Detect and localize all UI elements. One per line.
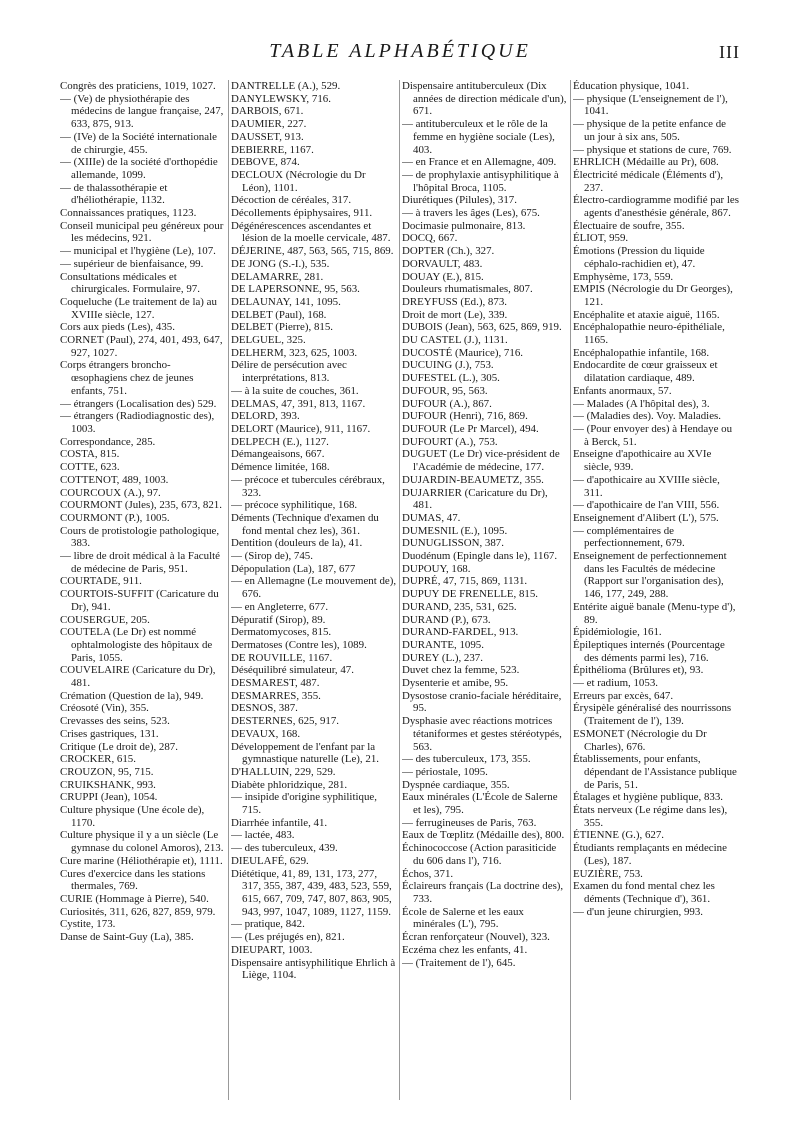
index-entry: — d'apothicaire au XVIIIe siècle, 311. [573, 473, 720, 499]
index-entry: — insipide d'origine syphilitique, 715. [231, 791, 377, 817]
index-entry: DIEUPART, 1003. [231, 943, 313, 956]
index-entry: Encéphalopathie infantile, 168. [573, 346, 710, 359]
index-entry: DURANTE, 1095. [402, 638, 484, 651]
index-entry: — (Sirop de), 745. [231, 550, 313, 563]
index-entry: Corps étrangers broncho-œsophagiens chez de jeunes enfants, 751. [60, 359, 194, 397]
index-entry: Cures d'exercice dans les stations thermales, 769. [60, 867, 206, 893]
index-entry: Duodénum (Epingle dans le), 1167. [402, 550, 558, 563]
index-entry: DUCUING (J.), 753. [402, 359, 494, 372]
index-entry: COUSERGUE, 205. [60, 613, 150, 626]
index-entry: Cours de protistologie pathologique, 383. [60, 524, 220, 550]
index-entry: — (Les préjugés en), 821. [231, 931, 345, 944]
index-entry: — supérieur de bienfaisance, 99. [60, 257, 204, 270]
index-entry: EHRLICH (Médaille au Pr), 608. [573, 156, 719, 169]
index-entry: Eaux minérales (L'École de Salerne et les), 795. [402, 791, 558, 817]
index-entry: Établissements, pour enfants, dépendant de l'Assistance publique de Paris, 51. [573, 753, 737, 791]
index-entry: CROUZON, 95, 715. [60, 765, 154, 778]
index-entry: Démangeaisons, 667. [231, 448, 325, 461]
index-entry: — complémentaires de perfectionnement, 679. [573, 524, 685, 550]
index-entry: Étudiants remplaçants en médecine (Les), 187. [573, 842, 727, 867]
index-entry: DARBOIS, 671. [231, 105, 304, 118]
index-entry: — pratique, 842. [231, 918, 305, 931]
index-entry: Douleurs rhumatismales, 807. [402, 283, 533, 296]
index-entry: DUPRÉ, 47, 715, 869, 1131. [402, 575, 528, 588]
index-entry: — Malades (A l'hôpital des), 3. [573, 397, 710, 410]
index-entry: DELGUEL, 325. [231, 334, 306, 347]
index-entry: — périostale, 1095. [402, 765, 488, 778]
index-entry: DE JONG (S.-I.), 535. [231, 257, 330, 270]
index-entry: — en Allemagne (Le mouvement de), 676. [231, 575, 397, 601]
index-entry: COSTA, 815. [60, 448, 120, 461]
index-entry: DAUMIER, 227. [231, 118, 307, 131]
index-entry: — physique de la petite enfance de un jour à six ans, 505. [573, 118, 727, 143]
index-entry: DELHERM, 323, 625, 1003. [231, 346, 358, 359]
index-entry: Docimasie pulmonaire, 813. [402, 219, 526, 232]
index-columns [60, 80, 742, 1120]
index-entry: DUMESNIL (E.), 1095. [402, 524, 508, 537]
index-entry: Emphysème, 173, 559. [573, 270, 674, 283]
index-entry: DU CASTEL (J.), 1131. [402, 334, 508, 347]
index-entry: Culture physique (Une école de), 1170. [60, 804, 205, 829]
index-entry: Dispensaire antituberculeux (Dix années de direction médicale d'un), 671. [402, 80, 567, 118]
column-divider [570, 80, 571, 1100]
index-entry: Crises gastriques, 131. [60, 727, 159, 740]
index-entry: DUFOURT (A.), 753. [402, 435, 498, 448]
index-entry: — d'apothicaire de l'an VIII, 556. [573, 499, 720, 512]
index-entry: — ferrugineuses de Paris, 763. [402, 816, 537, 829]
index-entry: Diabète phloridzique, 281. [231, 778, 348, 791]
index-entry: Culture physique il y a un siècle (Le gymnase du colonel Amoros), 213. [60, 829, 224, 855]
index-entry: Dentition (douleurs de la), 41. [231, 537, 363, 550]
index-entry: Cors aux pieds (Les), 435. [60, 321, 175, 334]
index-entry: DESNOS, 387. [231, 702, 298, 715]
index-entry: DURAND (P.), 673. [402, 613, 491, 626]
index-entry: DANYLEWSKY, 716. [231, 92, 331, 105]
index-entry: DOUAY (E.), 815. [402, 270, 484, 283]
index-entry: — en Angleterre, 677. [231, 600, 329, 613]
index-entry: Dermatoses (Contre les), 1089. [231, 638, 367, 651]
index-entry: COUVELAIRE (Caricature du Dr), 481. [60, 664, 216, 690]
index-entry: — précoce et tubercules cérébraux, 323. [231, 473, 385, 499]
index-entry: CORNET (Paul), 274, 401, 493, 647, 927, 1027. [60, 334, 223, 359]
index-entry: Consultations médicales et chirurgicales. Formulaire, 97. [60, 270, 200, 296]
index-entry: DUFOUR, 95, 563. [402, 384, 488, 397]
index-entry: DREYFUSS (Ed.), 873. [402, 295, 507, 308]
index-entry: Diététique, 41, 89, 131, 173, 277, 317, 355, 387, 439, 483, 523, 559, 615, 667, 709, 747, 807, 863, 905, 943, 997, 1047, 1089, 1127, 1159. [231, 867, 392, 918]
index-entry: Curiosités, 311, 626, 827, 859, 979. [60, 905, 216, 918]
index-entry: Créosoté (Vin), 355. [60, 702, 149, 715]
index-entry: COURMONT (P.), 1005. [60, 511, 170, 524]
index-entry: Déséquilibré simulateur, 47. [231, 664, 354, 677]
index-entry: COURMONT (Jules), 235, 673, 821. [60, 499, 222, 512]
index-entry: Démence limitée, 168. [231, 461, 330, 474]
index-entry: Endocardite de cœur graisseux et dilatation cardiaque, 489. [573, 359, 718, 385]
index-entry: Entérite aiguë banale (Menu-type d'), 89. [573, 600, 736, 626]
index-entry: Érysipèle généralisé des nourrissons (Traitement de l'), 139. [573, 702, 732, 728]
index-entry: — municipal et l'hygiène (Le), 107. [60, 245, 216, 258]
index-entry: Duvet chez la femme, 523. [402, 664, 520, 677]
index-entry: ÉTIENNE (G.), 627. [573, 829, 665, 842]
index-entry: COTTE, 623. [60, 461, 120, 474]
index-entry: — (Traitement de l'), 645. [402, 956, 516, 969]
index-entry: DESTERNES, 625, 917. [231, 715, 340, 728]
index-entry: Conseil municipal peu généreux pour les médecins, 921. [60, 219, 224, 245]
index-entry: DUMAS, 47. [402, 511, 461, 524]
index-entry: DEVAUX, 168. [231, 727, 301, 740]
index-entry: DESMAREST, 487. [231, 677, 320, 690]
index-entry: DUGUET (Le Dr) vice-président de l'Académie de médecine, 177. [402, 448, 560, 474]
index-entry: DURAND, 235, 531, 625. [402, 600, 517, 613]
index-column-3 [402, 80, 568, 1120]
index-entry: Décoction de céréales, 317. [231, 194, 352, 207]
index-entry: Épileptiques internés (Pourcentage des déments parmi les), 716. [573, 638, 725, 664]
index-entry: DUBOIS (Jean), 563, 625, 869, 919. [402, 321, 562, 334]
index-entry: Échos, 371. [402, 867, 454, 880]
index-entry: — antituberculeux et le rôle de la femme en hygiène sociale (Les), 403. [402, 118, 555, 156]
index-entry: Crémation (Question de la), 949. [60, 689, 204, 702]
index-entry: — à la suite de couches, 361. [231, 384, 359, 397]
index-entry: Dépopulation (La), 187, 677 [231, 562, 356, 575]
index-entry: DUPOUY, 168. [402, 562, 471, 575]
index-entry: DELORD, 393. [231, 410, 300, 423]
index-entry: DOPTER (Ch.), 327. [402, 245, 495, 258]
index-entry: DELBET (Paul), 168. [231, 308, 327, 321]
index-entry: Enseignement de perfectionnement dans les Facultés de médecine (Rapport sur l'organisation des), 146, 177, 249, 288. [573, 550, 727, 601]
column-divider [399, 80, 400, 1100]
index-entry: Eaux de Tœplitz (Médaille des), 800. [402, 829, 565, 842]
index-entry: DECLOUX (Nécrologie du Dr Léon), 1101. [231, 168, 366, 194]
index-column-2 [231, 80, 397, 1120]
index-entry: Cystite, 173. [60, 918, 116, 931]
index-entry: CURIE (Hommage à Pierre), 540. [60, 893, 209, 905]
index-entry: Délire de persécution avec interprétations, 813. [231, 359, 347, 385]
index-entry: DANTRELLE (A.), 529. [231, 80, 341, 92]
index-entry: Enseigne d'apothicaire au XVIe siècle, 939. [573, 448, 712, 474]
index-column-1 [60, 80, 226, 1120]
page-number: III [719, 42, 740, 62]
index-entry: — libre de droit médical à la Faculté de médecine de Paris, 951. [60, 550, 220, 575]
index-entry: — de thalassothérapie et d'héliothérapie, 1132. [60, 181, 168, 207]
index-entry: Encéphalite et ataxie aiguë, 1165. [573, 308, 720, 321]
index-entry: Dysphasie avec réactions motrices tétaniformes et gestes stéréotypés, 563. [402, 715, 562, 753]
index-entry: — (Maladies des). Voy. Maladies. [573, 410, 722, 423]
index-entry: — à travers les âges (Les), 675. [402, 207, 540, 220]
index-entry: COUTELA (Le Dr) est nommé ophtalmologiste des hôpitaux de Paris, 1055. [60, 626, 213, 664]
index-entry: Dispensaire antisyphilitique Ehrlich à Liège, 1104. [231, 956, 396, 982]
index-entry: DUNUGLISSON, 387. [402, 537, 504, 550]
index-entry: Diurétiques (Pilules), 317. [402, 194, 517, 207]
index-entry: DELAUNAY, 141, 1095. [231, 295, 341, 308]
index-entry: DELAMARRE, 281. [231, 270, 324, 283]
index-entry: DUREY (L.), 237. [402, 651, 483, 664]
index-entry: Examen du fond mental chez les déments (Technique d'), 361. [573, 880, 715, 905]
index-entry: DURAND-FARDEL, 913. [402, 626, 519, 639]
index-entry: EUZIÈRE, 753. [573, 867, 643, 880]
index-entry: — en France et en Allemagne, 409. [402, 156, 557, 169]
index-entry: CRUPPI (Jean), 1054. [60, 791, 158, 804]
index-entry: Enfants anormaux, 57. [573, 384, 672, 397]
index-entry: DOCQ, 667. [402, 232, 458, 245]
index-entry: — et radium, 1053. [573, 677, 658, 690]
index-entry: Dyspnée cardiaque, 355. [402, 778, 510, 791]
index-entry: EMPIS (Nécrologie du Dr Georges), 121. [573, 283, 733, 308]
index-entry: DELPECH (E.), 1127. [231, 435, 329, 448]
index-entry: Dermatomycoses, 815. [231, 626, 332, 639]
index-entry: Déments (Technique d'examen du fond mental chez les), 361. [231, 511, 379, 537]
index-entry: DEBOVE, 874. [231, 156, 300, 169]
index-entry: États nerveux (Le régime dans les), 355. [573, 804, 728, 829]
index-entry: DÉJERINE, 487, 563, 565, 715, 869. [231, 245, 394, 258]
page-title: TABLE ALPHABÉTIQUE [269, 40, 531, 62]
index-entry: — précoce syphilitique, 168. [231, 499, 358, 512]
index-entry: — lactée, 483. [231, 829, 295, 842]
index-entry: Cure marine (Héliothérapie et), 1111. [60, 854, 223, 867]
index-entry: DUFOUR (Le Pr Marcel), 494. [402, 422, 539, 435]
index-entry: DUFOUR (Henri), 716, 869. [402, 410, 528, 423]
index-entry: D'HALLUIN, 229, 529. [231, 765, 336, 778]
index-entry: DUFESTEL (L.), 305. [402, 372, 500, 385]
index-entry: DUJARDIN-BEAUMETZ, 355. [402, 473, 544, 486]
index-entry: — (XIIIe) de la société d'orthopédie allemande, 1099. [60, 156, 218, 181]
index-entry: Eczéma chez les enfants, 41. [402, 943, 528, 956]
index-entry: Étalages et hygiène publique, 833. [573, 791, 724, 804]
index-entry: — (Pour envoyer des) à Hendaye ou à Berck, 51. [573, 422, 733, 448]
index-entry: DORVAULT, 483. [402, 257, 483, 270]
index-entry: COURTOIS-SUFFIT (Caricature du Dr), 941. [60, 588, 219, 613]
index-entry: DE LAPERSONNE, 95, 563. [231, 283, 360, 296]
index-entry: Écran renforçateur (Nouvel), 323. [402, 931, 550, 944]
index-column-4 [573, 80, 739, 1120]
index-entry: Dysenterie et amibe, 95. [402, 677, 509, 690]
index-entry: Épithélioma (Brûlures et), 93. [573, 664, 704, 677]
index-entry: Coqueluche (Le traitement de la) au XVIIIe siècle, 127. [60, 295, 217, 321]
index-entry: — de prophylaxie antisyphilitique à l'hôpital Broca, 1105. [402, 168, 559, 194]
index-entry: Électro-cardiogramme modifié par les agents d'anesthésie générale, 867. [573, 194, 739, 220]
index-entry: Éclaireurs français (La doctrine des), 733. [402, 880, 564, 905]
index-entry: — (IVe) de la Société internationale de chirurgie, 455. [60, 130, 217, 156]
index-entry: ESMONET (Nécrologie du Dr Charles), 676. [573, 727, 707, 753]
index-entry: CRUIKSHANK, 993. [60, 778, 156, 791]
index-entry: DUPUY DE FRENELLE, 815. [402, 588, 539, 601]
index-entry: Connaissances pratiques, 1123. [60, 207, 197, 220]
index-entry: Émotions (Pression du liquide céphalo-rachidien et), 47. [573, 245, 705, 270]
index-entry: Éducation physique, 1041. [573, 80, 690, 92]
index-entry: Danse de Saint-Guy (La), 385. [60, 931, 194, 944]
index-entry: Diarrhée infantile, 41. [231, 816, 328, 829]
index-entry: Électuaire de soufre, 355. [573, 219, 685, 232]
index-entry: Épidémiologie, 161. [573, 626, 662, 639]
index-entry: — étrangers (Localisation des) 529. [60, 397, 217, 410]
index-entry: DUCOSTÉ (Maurice), 716. [402, 346, 523, 359]
index-entry: — physique et stations de cure, 769. [573, 143, 732, 156]
index-entry: — étrangers (Radiodiagnostic des), 1003. [60, 410, 215, 435]
index-entry: Dépuratif (Sirop), 89. [231, 613, 326, 626]
index-entry: Erreurs par excès, 647. [573, 689, 674, 702]
index-entry: DELMAS, 47, 391, 813, 1167. [231, 397, 366, 410]
index-entry: Critique (Le droit de), 287. [60, 740, 178, 753]
index-entry: Congrès des praticiens, 1019, 1027. [60, 80, 216, 92]
index-entry: — physique (L'enseignement de l'), 1041. [573, 92, 728, 118]
index-entry: — des tuberculeux, 439. [231, 842, 338, 855]
index-entry: — (Ve) de physiothérapie des médecins de langue française, 247, 633, 875, 913. [60, 92, 224, 131]
index-entry: DUJARRIER (Caricature du Dr), 481. [402, 486, 548, 512]
column-divider [228, 80, 229, 1100]
index-entry: DE ROUVILLE, 1167. [231, 651, 333, 664]
index-entry: Droit de mort (Le), 339. [402, 308, 508, 321]
index-entry: Crevasses des seins, 523. [60, 715, 170, 728]
index-entry: Électricité médicale (Éléments d'), 237. [573, 168, 724, 194]
index-entry: CROCKER, 615. [60, 753, 136, 766]
index-entry: ÉLIOT, 959. [573, 232, 629, 245]
index-entry: Développement de l'enfant par la gymnastique naturelle (Le), 21. [231, 740, 379, 766]
index-entry: Dégénérescences ascendantes et lésion de la moelle cervicale, 487. [231, 219, 391, 245]
index-entry: DELORT (Maurice), 911, 1167. [231, 422, 371, 435]
index-entry: DIEULAFÉ, 629. [231, 854, 309, 867]
index-entry: Enseignement d'Alibert (L'), 575. [573, 511, 719, 524]
index-entry: Décollements épiphysaires, 911. [231, 207, 373, 220]
index-entry: École de Salerne et les eaux minérales (L'), 795. [402, 905, 524, 931]
index-entry: DESMARRES, 355. [231, 689, 321, 702]
index-entry: DEBIERRE, 1167. [231, 143, 314, 156]
index-entry: COTTENOT, 489, 1003. [60, 473, 169, 486]
index-entry: DAUSSET, 913. [231, 130, 304, 143]
page-header [60, 40, 740, 70]
index-entry: Encéphalopathie neuro-épithéliale, 1165. [573, 321, 725, 347]
index-entry: COURCOUX (A.), 97. [60, 486, 161, 499]
index-entry: Correspondance, 285. [60, 435, 156, 448]
index-entry: Échinococcose (Action parasiticide du 606 dans l'), 716. [402, 842, 557, 867]
index-entry: COURTADE, 911. [60, 575, 142, 588]
index-entry: DUFOUR (A.), 867. [402, 397, 492, 410]
index-entry: DELBET (Pierre), 815. [231, 321, 334, 334]
index-entry: — des tuberculeux, 173, 355. [402, 753, 531, 766]
index-entry: Dysostose cranio-faciale héréditaire, 95. [402, 689, 562, 715]
index-entry: — d'un jeune chirurgien, 993. [573, 905, 704, 918]
